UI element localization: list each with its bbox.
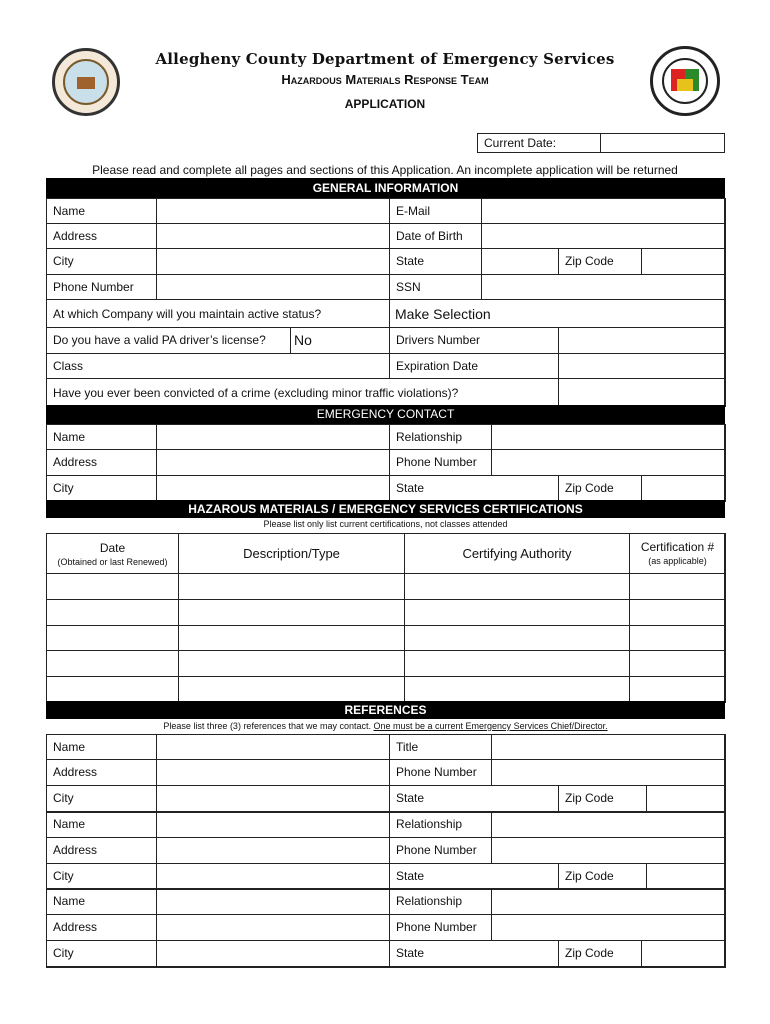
address-field[interactable]: [156, 223, 390, 249]
crime-field[interactable]: [558, 378, 726, 407]
r1-zip-field[interactable]: [646, 785, 726, 813]
emergency-table: [46, 424, 725, 501]
r2-phone-field[interactable]: [491, 837, 726, 864]
r2-zip-field[interactable]: [646, 863, 726, 890]
ec-name-field[interactable]: [156, 424, 390, 450]
page-title: Allegheny County Department of Emergency Services: [155, 50, 615, 68]
r1-label-title: Title: [396, 740, 419, 754]
r1-label-city: City: [53, 791, 74, 805]
r2-label-zip: Zip Code: [565, 869, 614, 883]
label-zip: Zip Code: [565, 254, 614, 268]
col-desc-header: Description/Type: [178, 533, 405, 574]
r3-phone-field[interactable]: [491, 914, 726, 941]
state-field[interactable]: [481, 248, 559, 275]
label-email: E-Mail: [396, 204, 431, 218]
r2-city-field[interactable]: [156, 863, 390, 890]
cert-row-1-col-1-field[interactable]: [46, 573, 179, 600]
cert-row-3-col-1-field[interactable]: [46, 625, 179, 651]
label-crime: Have you ever been convicted of a crime (excluding minor traffic violations)?: [53, 386, 459, 400]
section-references-heading: REFERENCES: [46, 701, 725, 719]
cert-row-3-col-2-field[interactable]: [178, 625, 405, 651]
r3-label-state: State: [396, 946, 425, 960]
current-date-field[interactable]: [600, 133, 725, 153]
ec-label-relationship: Relationship: [396, 430, 463, 444]
label-state: State: [396, 254, 425, 268]
cert-row-4-col-2-field[interactable]: [178, 650, 405, 677]
references-note: Please list three (3) references that we may contact. One must be a current Emergency Services Chief/Director.: [163, 721, 608, 731]
cert-row-2-col-1-field[interactable]: [46, 599, 179, 626]
r3-zip-field[interactable]: [641, 940, 726, 968]
document-type: APPLICATION: [344, 97, 426, 111]
ec-relationship-field[interactable]: [491, 424, 726, 450]
r2-label-state: State: [396, 869, 425, 883]
r2-label-name: Name: [53, 817, 86, 831]
col-auth-header: Certifying Authority: [404, 533, 630, 574]
ssn-field[interactable]: [481, 274, 726, 300]
cert-row-5-col-1-field[interactable]: [46, 676, 179, 703]
r2-address-field[interactable]: [156, 837, 390, 864]
general-info-table: [46, 198, 725, 406]
r1-label-address: Address: [53, 765, 98, 779]
certs-table: [46, 533, 725, 702]
r3-label-address: Address: [53, 920, 98, 934]
r2-label-phone: Phone Number: [396, 843, 477, 857]
label-dob: Date of Birth: [396, 229, 463, 243]
r1-city-field[interactable]: [156, 785, 390, 813]
cert-row-2-col-4-field[interactable]: [629, 599, 726, 626]
ec-zip-field[interactable]: [641, 475, 726, 502]
col-date-header: Date (Obtained or last Renewed): [46, 533, 179, 574]
expiration-field[interactable]: [558, 353, 726, 379]
cert-row-3-col-3-field[interactable]: [404, 625, 630, 651]
col-num-header: Certification # (as applicable): [629, 533, 726, 574]
label-address: Address: [53, 229, 98, 243]
cert-row-4-col-1-field[interactable]: [46, 650, 179, 677]
name-field[interactable]: [156, 198, 390, 224]
ec-label-name: Name: [53, 430, 86, 444]
label-drivers-number: Drivers Number: [396, 333, 481, 347]
r1-label-phone: Phone Number: [396, 765, 477, 779]
city-field[interactable]: [156, 248, 390, 275]
r1-label-zip: Zip Code: [565, 791, 614, 805]
r3-label-phone: Phone Number: [396, 920, 477, 934]
section-emergency-heading: EMERGENCY CONTACT: [46, 405, 725, 424]
r1-phone-field[interactable]: [491, 759, 726, 786]
r2-name-field[interactable]: [156, 811, 390, 838]
r3-label-zip: Zip Code: [565, 946, 614, 960]
page-subtitle: Hazardous Materials Response Team: [281, 72, 489, 87]
cert-row-5-col-4-field[interactable]: [629, 676, 726, 703]
license-select[interactable]: No: [290, 327, 390, 354]
r3-relationship-field[interactable]: [491, 888, 726, 915]
reference-3-table: [46, 888, 725, 967]
label-company: At which Company will you maintain active status?: [53, 307, 322, 321]
ec-label-phone: Phone Number: [396, 455, 477, 469]
ec-address-field[interactable]: [156, 449, 390, 476]
current-date-label: Current Date:: [477, 133, 601, 153]
cert-row-2-col-2-field[interactable]: [178, 599, 405, 626]
ec-label-zip: Zip Code: [565, 481, 614, 495]
certs-note: Please list only list current certifications, not classes attended: [263, 519, 508, 529]
zip-field[interactable]: [641, 248, 726, 275]
label-phone: Phone Number: [53, 280, 134, 294]
cert-row-5-col-2-field[interactable]: [178, 676, 405, 703]
company-select[interactable]: Make Selection: [389, 299, 726, 328]
hazmat-seal-right: [650, 46, 720, 116]
cert-row-2-col-3-field[interactable]: [404, 599, 630, 626]
cert-row-1-col-3-field[interactable]: [404, 573, 630, 600]
cert-row-3-col-4-field[interactable]: [629, 625, 726, 651]
ec-city-field[interactable]: [156, 475, 390, 502]
r2-relationship-field[interactable]: [491, 811, 726, 838]
email-field[interactable]: [481, 198, 726, 224]
reference-2-table: [46, 811, 725, 889]
label-name: Name: [53, 204, 86, 218]
label-class: Class: [53, 359, 84, 373]
r3-city-field[interactable]: [156, 940, 390, 968]
cert-row-5-col-3-field[interactable]: [404, 676, 630, 703]
cert-row-1-col-2-field[interactable]: [178, 573, 405, 600]
r2-label-address: Address: [53, 843, 98, 857]
cert-row-1-col-4-field[interactable]: [629, 573, 726, 600]
ec-label-state: State: [396, 481, 425, 495]
label-ssn: SSN: [396, 280, 421, 294]
r2-label-relationship: Relationship: [396, 817, 463, 831]
label-city: City: [53, 254, 74, 268]
cert-row-4-col-4-field[interactable]: [629, 650, 726, 677]
phone-field[interactable]: [156, 274, 390, 300]
instructions: Please read and complete all pages and sections of this Application. An incomplete application will be returned: [92, 163, 678, 177]
ec-label-address: Address: [53, 455, 98, 469]
section-certs-heading: HAZAROUS MATERIALS / EMERGENCY SERVICES CERTIFICATIONS: [46, 500, 725, 518]
r1-label-state: State: [396, 791, 425, 805]
class-field[interactable]: [156, 353, 390, 379]
dob-field[interactable]: [481, 223, 726, 249]
section-general-heading: GENERAL INFORMATION: [46, 178, 725, 198]
r1-address-field[interactable]: [156, 759, 390, 786]
r1-label-name: Name: [53, 740, 86, 754]
r3-address-field[interactable]: [156, 914, 390, 941]
cert-row-4-col-3-field[interactable]: [404, 650, 630, 677]
county-seal-left: [52, 48, 120, 116]
r1-title-field[interactable]: [491, 734, 726, 760]
ec-label-city: City: [53, 481, 74, 495]
r2-label-city: City: [53, 869, 74, 883]
label-license: Do you have a valid PA driver’s license?: [53, 333, 266, 347]
reference-1-table: [46, 734, 725, 812]
r3-name-field[interactable]: [156, 888, 390, 915]
r1-name-field[interactable]: [156, 734, 390, 760]
r3-label-city: City: [53, 946, 74, 960]
ec-phone-field[interactable]: [491, 449, 726, 476]
label-expiration: Expiration Date: [396, 359, 479, 373]
r3-label-name: Name: [53, 894, 86, 908]
r3-label-relationship: Relationship: [396, 894, 463, 908]
drivers-number-field[interactable]: [558, 327, 726, 354]
